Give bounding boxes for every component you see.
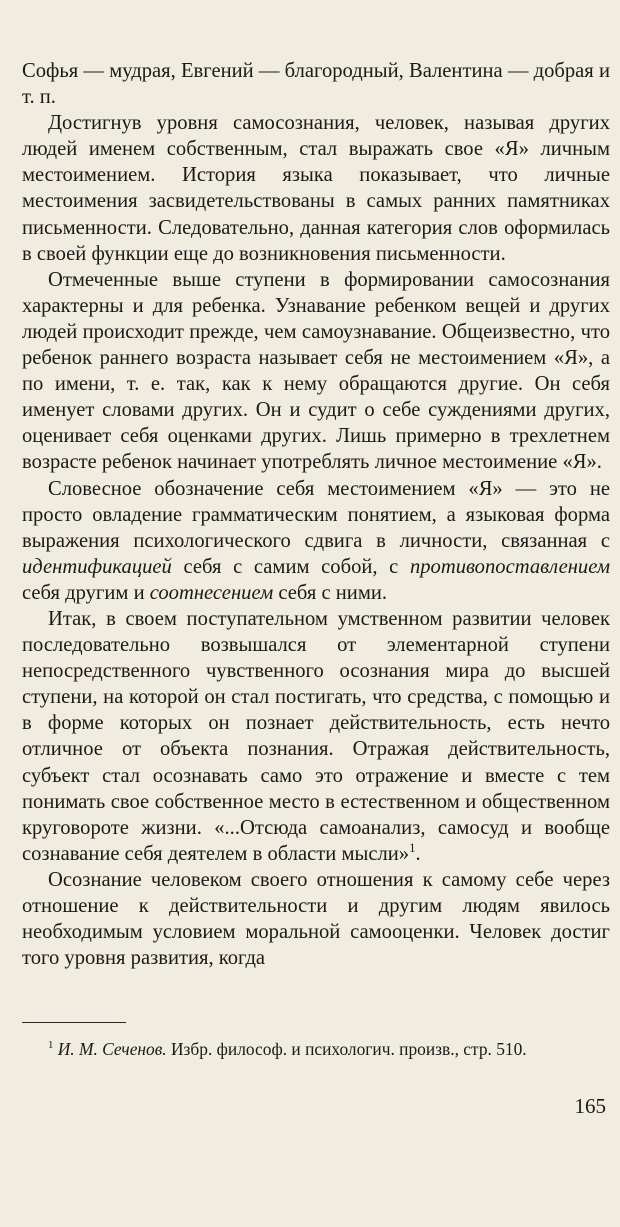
paragraph-5: Осознание человеком своего отношения к самому себе через отношение к действительности и другим людям явилось необходимым условием моральной самооценки. Человек достиг того уровня развития, когда	[22, 868, 610, 970]
paragraph-3-emphasis-identification: идентификацией	[22, 555, 172, 578]
footnote	[22, 1038, 610, 1061]
paragraph-3-part-2: себя с самим собой, с	[171, 555, 410, 578]
page-number: 165	[574, 1094, 606, 1118]
paragraph-1: Достигнув уровня самосознания, человек, называя других людей именем собственным, стал выражать свое «Я» личным местоимением. История языка показывает, что личные местоимения засвидетельствованы в самых ранних памятниках письменности. Следовательно, данная категория слов оформилась в своей функции еще до возникновения письменности.	[22, 112, 610, 265]
paragraph-2: Отмеченные выше ступени в формировании самосознания характерны и для ребенка. Узнавание ребенком вещей и других людей происходит прежде, чем самоузнавание. Общеизвестно, что ребенок раннего возраста называет себя не местоимением «Я», а по имени, т. е. так, как к нему обращаются другие. Он себя именует словами других. Он и судит о себе суждениями других, оценивает себя оценками других. Лишь примерно в трехлетнем возрасте ребенок начинает употреблять личное местоимение «Я».	[22, 268, 610, 474]
page-body	[22, 58, 610, 971]
paragraph-3-part-4: себя другим и	[22, 581, 150, 604]
paragraph-0: Софья — мудрая, Евгений — благородный, Валентина — добрая и т. п.	[22, 60, 610, 109]
paragraph-3	[22, 476, 610, 606]
footnote-author: И. М. Сеченов.	[57, 1039, 167, 1059]
paragraph-3-part-0: Словесное обозначение себя местоимением «Я» — это не просто овладение грамматическим понятием, а языковая форма выражения психологического сдвига в личности, связанная с	[22, 477, 610, 552]
paragraph-3-emphasis-opposition: противопоставлением	[409, 555, 610, 578]
paragraph-4-text: Итак, в своем поступательном умственном развитии человек последовательно возвышался от элементарной ступени непосредственного чувственного осознания мира до высшей ступени, на которой он стал постигать, что средства, с помощью и в форме которых он познает действительность, есть нечто отличное от объекта познания. Отражая действительность, субъект стал осознавать само это отражение и вместе с тем понимать свое собственное место в естественном и общественном круговороте жизни. «...Отсюда самоанализ, самосуд и вообще сознавание себя деятелем в области мысли»	[22, 607, 610, 865]
paragraph-3-emphasis-correlation: соотнесением	[149, 581, 274, 604]
paragraph-4	[22, 606, 610, 867]
footnote-text: Избр. философ. и психологич. произв., стр. 510.	[171, 1039, 527, 1059]
paragraph-4-tail: .	[415, 842, 421, 865]
paragraph-3-part-6: себя с ними.	[273, 581, 388, 604]
footnote-reference[interactable]: 1	[409, 840, 416, 855]
footnote-divider	[22, 1022, 126, 1023]
footnote-number: 1	[48, 1039, 54, 1052]
